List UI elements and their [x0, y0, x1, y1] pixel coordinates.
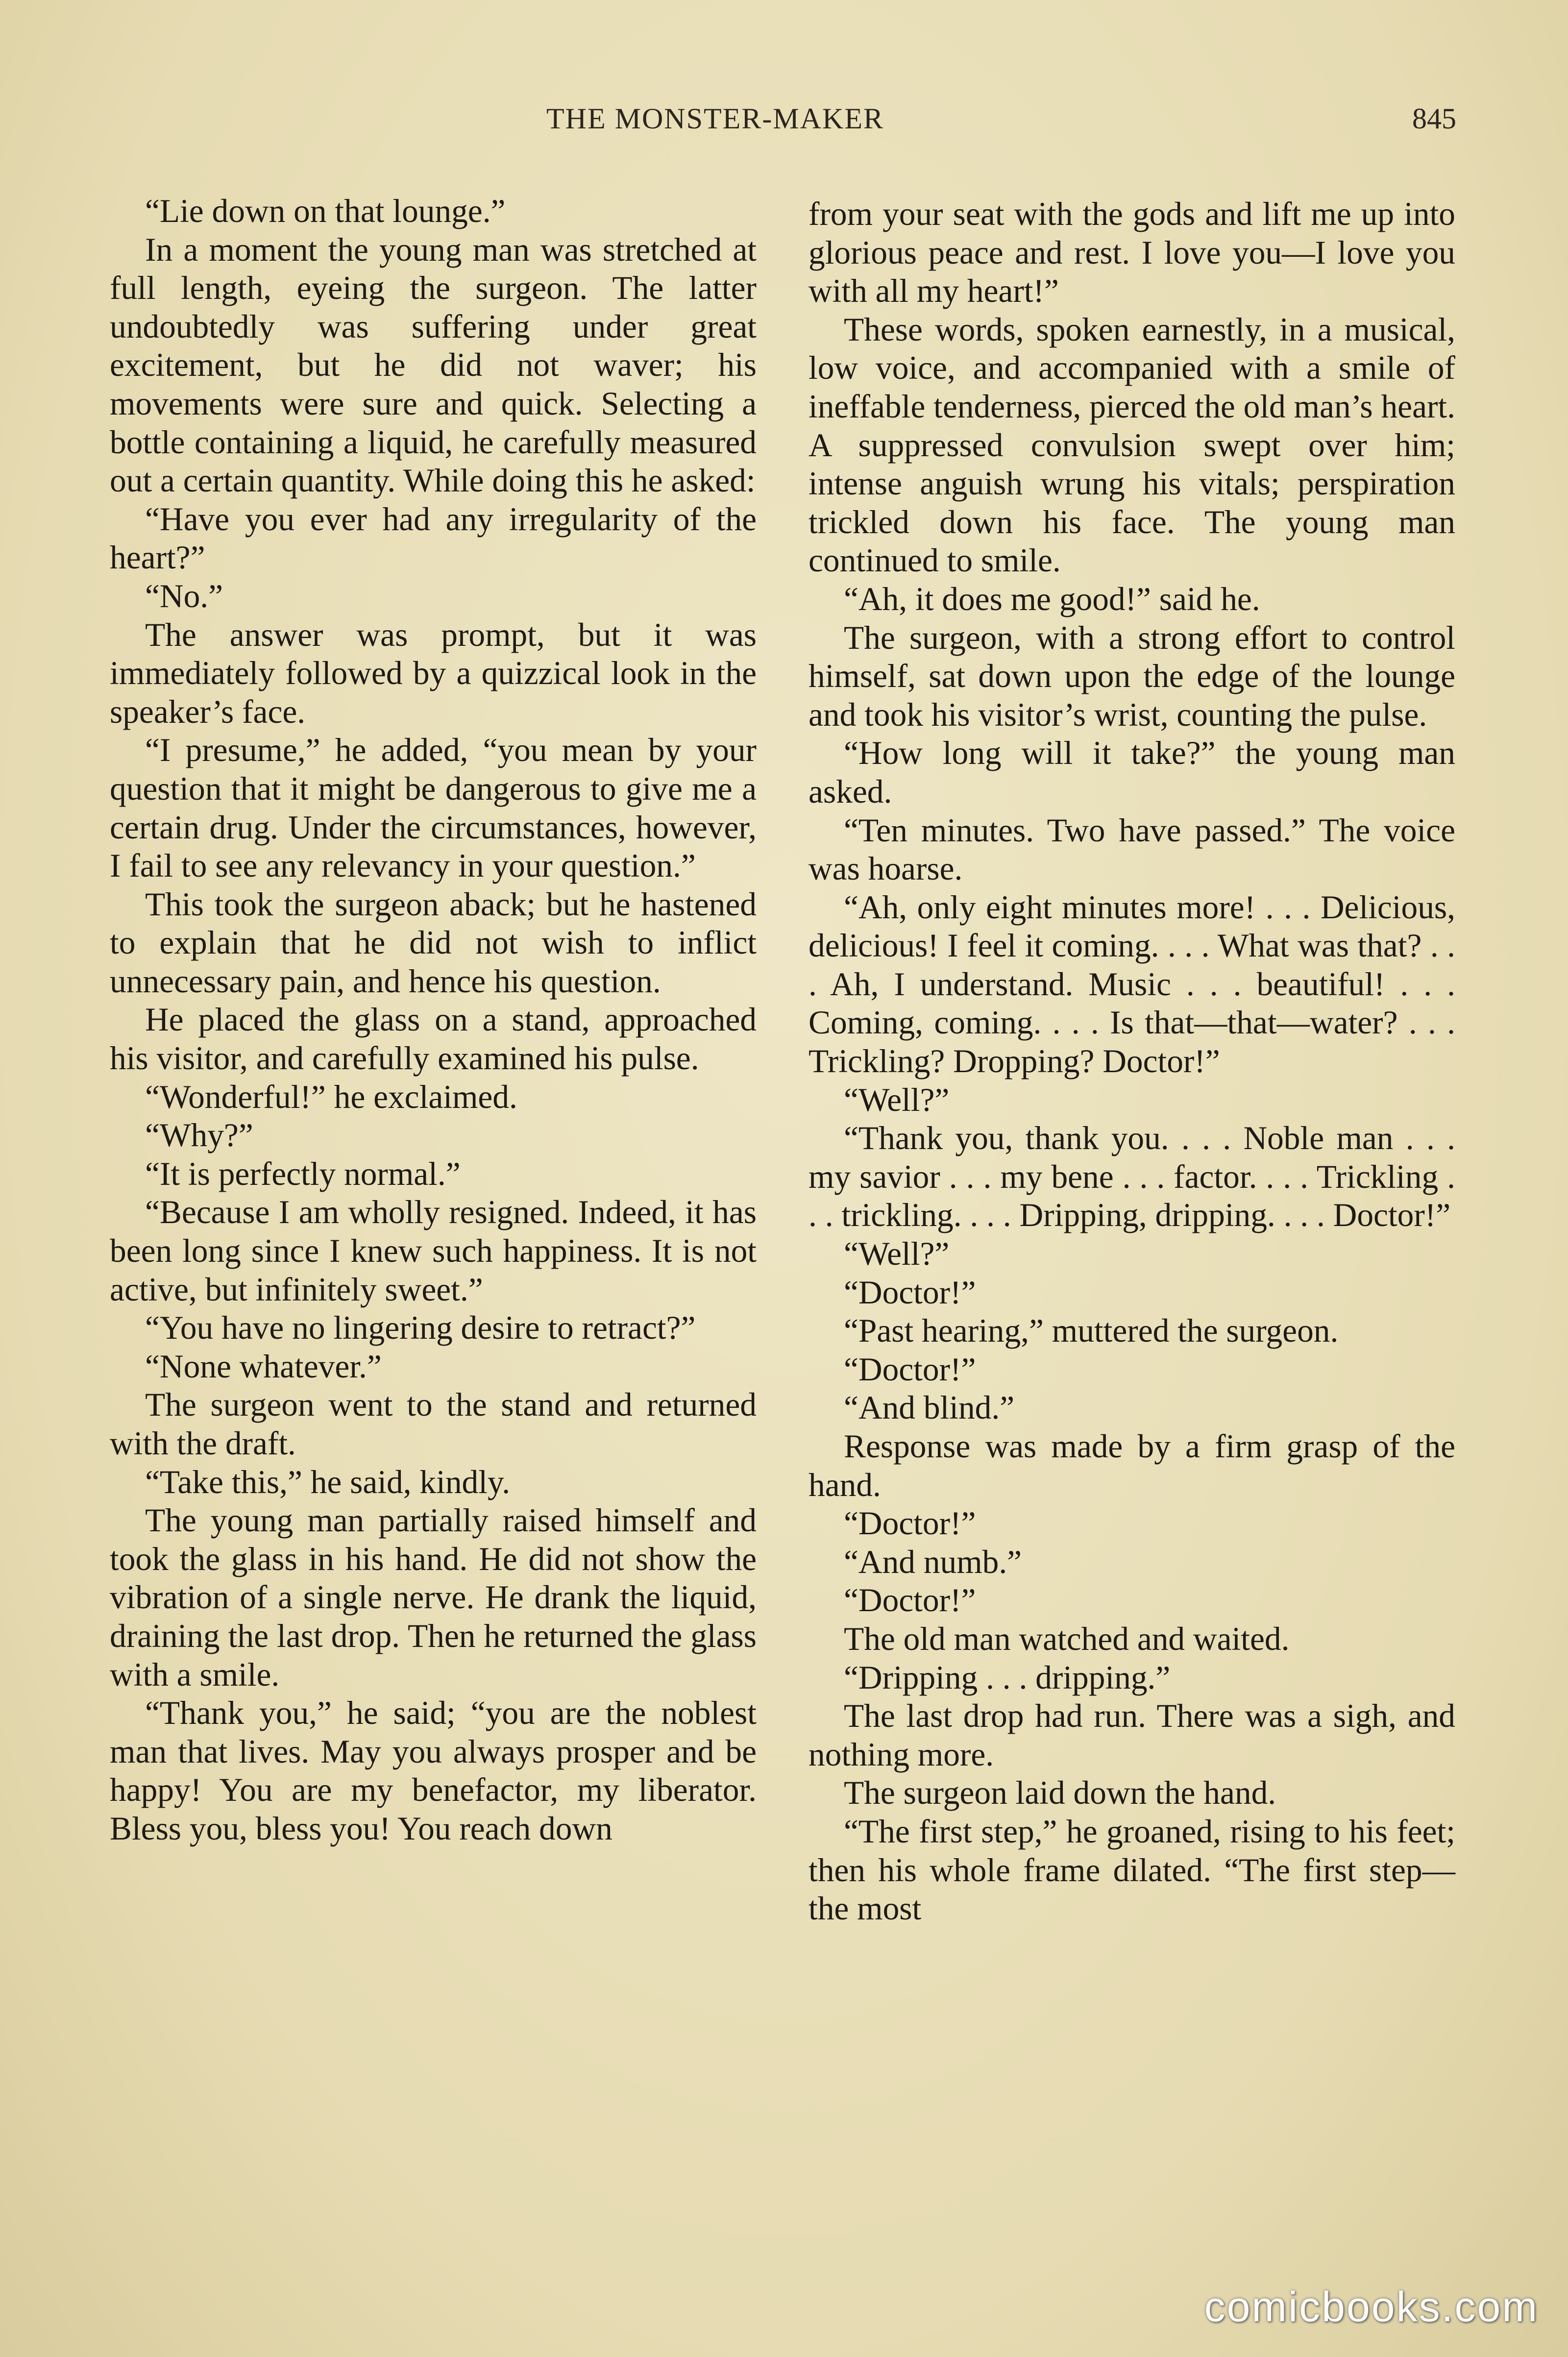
paragraph: “Doctor!” — [844, 1350, 976, 1388]
paragraph: “It is perfectly normal.” — [145, 1155, 461, 1192]
paragraph: The last drop had run. There was a sigh, and nothing more. — [808, 1697, 1455, 1773]
paragraph: “Why?” — [145, 1117, 253, 1154]
paragraph: “And numb.” — [844, 1543, 1022, 1580]
paragraph: “No.” — [145, 577, 223, 614]
paragraph: “Past hearing,” muttered the surgeon. — [844, 1312, 1339, 1350]
paragraph: “Well?” — [844, 1081, 950, 1118]
paragraph: Response was made by a firm grasp of the hand. — [808, 1428, 1455, 1503]
page-number: 845 — [1412, 102, 1456, 135]
paragraph: These words, spoken earnestly, in a musical, low voice, and accompanied with a smile of ineffable tenderness, pierced the old man’s heart. A suppressed convulsion swept over him; intense anguish wrung his vitals; perspiration trickled down his face. The young man continued to smile. — [808, 311, 1455, 579]
paragraph: The surgeon laid down the hand. — [844, 1774, 1276, 1812]
paragraph: This took the surgeon aback; but he hastened to explain that he did not wish to inflict unnecessary pain, and hence his question. — [110, 885, 757, 1000]
paragraph: In a moment the young man was stretched at full length, eyeing the surgeon. The latter undoubtedly was suffering under great excitement, but he did not waver; his movements were sure and quick. Selecting a bottle containing a liquid, he carefully measured out a certain quantity. While doing this he asked: — [110, 231, 757, 499]
paragraph: “Have you ever had any irregularity of the heart?” — [110, 500, 757, 576]
paragraph: He placed the glass on a stand, approached his visitor, and carefully examined his pulse. — [110, 1001, 757, 1077]
paragraph: “Doctor!” — [844, 1582, 976, 1619]
paragraph: “You have no lingering desire to retract?” — [145, 1309, 696, 1347]
paragraph: “How long will it take?” the young man asked. — [808, 735, 1455, 810]
paragraph: The surgeon, with a strong effort to control himself, sat down upon the edge of the lounge and took his visitor’s wrist, counting the pulse. — [808, 619, 1455, 733]
paragraph: “Ten minutes. Two have passed.” The voice was hoarse. — [808, 811, 1455, 887]
paragraph: “Doctor!” — [844, 1274, 976, 1311]
paragraph: The answer was prompt, but it was immediately followed by a quizzical look in the speaker’s face. — [110, 616, 757, 730]
paragraph: “Ah, it does me good!” said he. — [844, 580, 1260, 617]
paragraph: “And blind.” — [844, 1389, 1015, 1426]
paragraph: “Thank you, thank you. . . . Noble man . . . my savior . . . my bene . . . factor. . . . Trickling . . . trickling. . . . Dripping, dripping. . . . Doctor!” — [808, 1120, 1455, 1234]
paragraph: The surgeon went to the stand and returned with the draft. — [110, 1386, 757, 1462]
right-text-column — [808, 195, 1455, 1928]
running-head: THE MONSTER-MAKER — [546, 102, 884, 135]
paragraph: “Lie down on that lounge.” — [145, 193, 506, 229]
paragraph: “Ah, only eight minutes more! . . . Delicious, delicious! I feel it coming. . . . What was that? . . . Ah, I understand. Music . . . beautiful! . . . Coming, coming. . . . Is that—that—water? . . . Trickling? Dropping? Doctor!” — [808, 888, 1455, 1080]
paragraph: The old man watched and waited. — [844, 1620, 1290, 1657]
paragraph: from your seat with the gods and lift me up into glorious peace and rest. I love you—I love you with all my heart!” — [808, 196, 1455, 310]
paragraph: “Thank you,” he said; “you are the noblest man that lives. May you always prosper and be happy! You are my benefactor, my liberator. Bless you, bless you! You reach down — [110, 1694, 757, 1847]
paragraph: “The first step,” he groaned, rising to his feet; then his whole frame dilated. “The first step—the most — [808, 1813, 1455, 1927]
site-watermark: comicbooks.com — [1204, 2283, 1539, 2331]
paragraph: “Well?” — [844, 1235, 950, 1273]
paragraph: The young man partially raised himself and took the glass in his hand. He did not show the vibration of a single nerve. He drank the liquid, draining the last drop. Then he returned the glass with a smile. — [110, 1502, 757, 1693]
paragraph: “Wonderful!” he exclaimed. — [145, 1078, 517, 1115]
paragraph: “I presume,” he added, “you mean by your question that it might be dangerous to give me a certain drug. Under the circumstances, however, I fail to see any relevancy in your question.” — [110, 732, 757, 884]
paragraph: “Take this,” he said, kindly. — [145, 1463, 511, 1500]
paragraph: “Dripping . . . dripping.” — [844, 1659, 1171, 1696]
paragraph: “None whatever.” — [145, 1348, 382, 1385]
paragraph: “Doctor!” — [844, 1505, 976, 1542]
paragraph: “Because I am wholly resigned. Indeed, it has been long since I knew such happiness. It is not active, but infinitely sweet.” — [110, 1194, 757, 1308]
left-text-column — [110, 192, 757, 1848]
